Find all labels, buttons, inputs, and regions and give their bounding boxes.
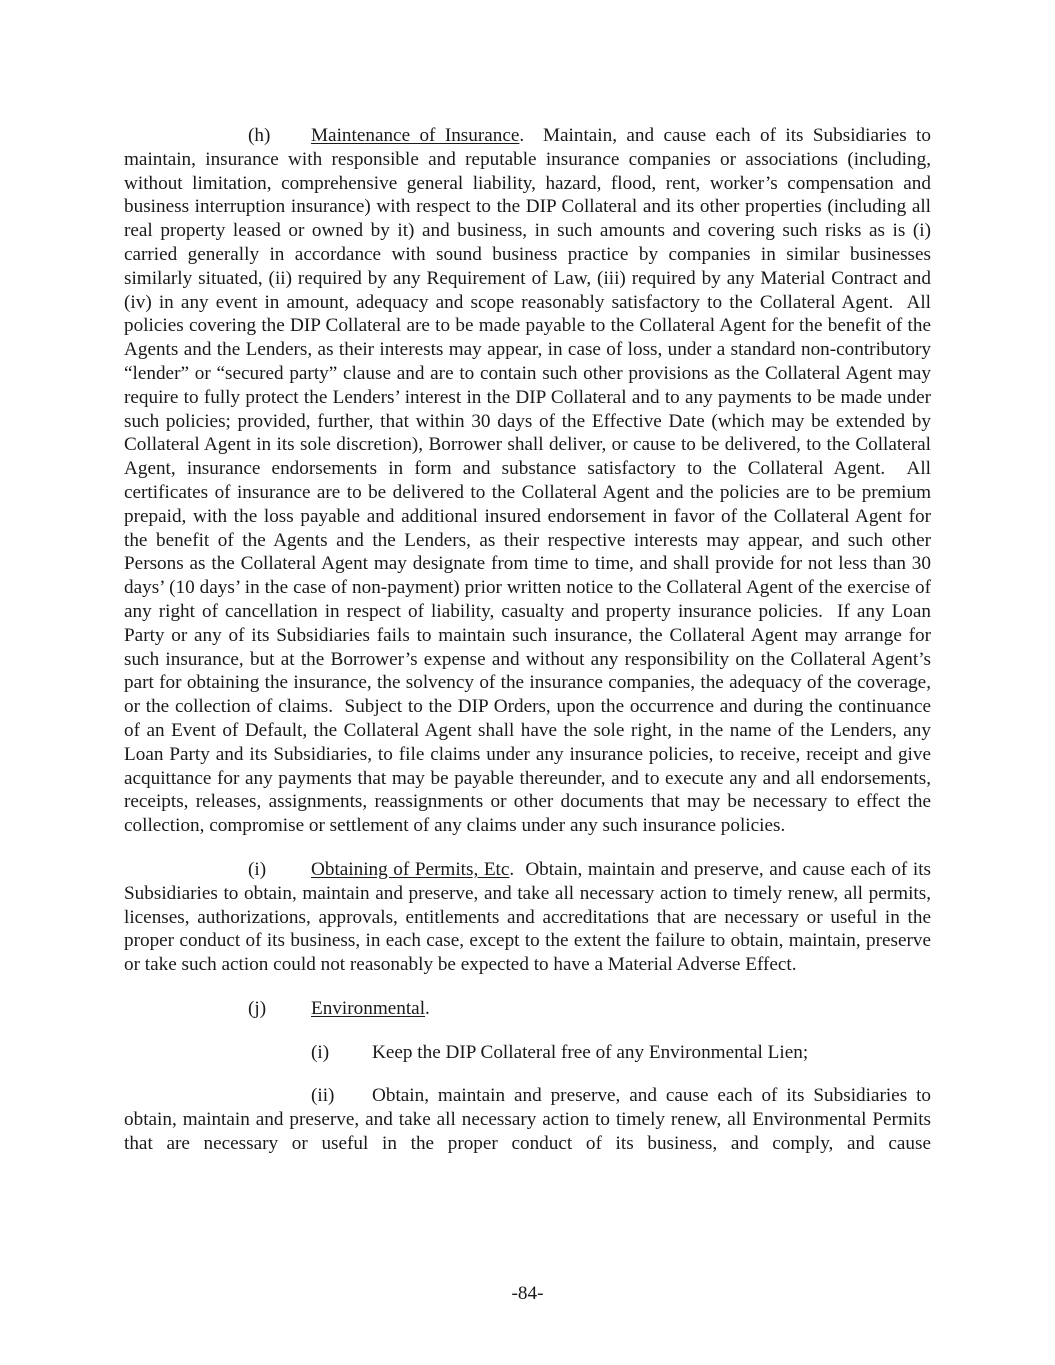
section-j-item-ii-number: (ii): [311, 1085, 335, 1107]
section-h-number: (h): [248, 125, 271, 146]
section-j-number: (j): [248, 997, 267, 1019]
page-number: -84-: [511, 1283, 544, 1304]
section-j-item-i-text: Keep the DIP Collateral free of any Environmental Lien;: [372, 1041, 809, 1063]
section-j-item-ii: [124, 1084, 931, 1155]
section-j-item-ii-text: Obtain, maintain and preserve, and cause each of its Subsidiaries to obtain, maintain and preserve, and take all necessary action to timely renew, all Environmental Permits that are necessary or useful in the proper conduct of its business, and comply, and cause: [124, 1085, 931, 1155]
section-h-body: Maintain, and cause each of its Subsidiaries to maintain, insurance with responsible and reputable insurance companies or associations (including, without limitation, comprehensive general liability, hazard, flood, rent, worker’s compensation and business interruption insurance) with respect to the DIP Collateral and its other properties (including all real property leased or owned by it) and business, in such amounts and covering such risks as is (i) carried generally in accordance with sound business practice by companies in similar businesses similarly situated, (ii) required by any Requirement of Law, (iii) required by any Material Contract and (iv) in any event in amount, adequacy and scope reasonably satisfactory to the Collateral Agent. All policies covering the DIP Collateral are to be made payable to the Collateral Agent for the benefit of the Agents and the Lenders, as their interests may appear, in case of loss, under a standard non-contributory “lender” or “secured party” clause and are to contain such other provisions as the Collateral Agent may require to fully protect the Lenders’ interest in the DIP Collateral and to any payments to be made under such policies; provided, further, that within 30 days of the Effective Date (which may be extended by Collateral Agent in its sole discretion), Borrower shall deliver, or cause to be delivered, to the Collateral Agent, insurance endorsements in form and substance satisfactory to the Collateral Agent. All certificates of insurance are to be delivered to the Collateral Agent and the policies are to be premium prepaid, with the loss payable and additional insured endorsement in favor of the Collateral Agent for the benefit of the Agents and the Lenders, as their respective interests may appear, and such other Persons as the Collateral Agent may designate from time to time, and shall provide for not less than 30 days’ (10 days’ in the case of non-payment) prior written notice to the Collateral Agent of the exercise of any right of cancellation in respect of liability, casualty and property insurance policies. If any Loan Party or any of its Subsidiaries fails to maintain such insurance, the Collateral Agent may arrange for such insurance, but at the Borrower’s expense and without any responsibility on the Collateral Agent’s part for obtaining the insurance, the solvency of the insurance companies, the adequacy of the coverage, or the collection of claims. Subject to the DIP Orders, upon the occurrence and during the continuance of an Event of Default, the Collateral Agent shall have the sole right, in the name of the Lenders, any Loan Party and its Subsidiaries, to file claims under any insurance policies, to receive, receipt and give acquittance for any payments that may be payable thereunder, and to execute any and all endorsements, receipts, releases, assignments, reassignments or other documents that may be necessary to effect the collection, compromise or settlement of any claims under any such insurance policies.: [124, 125, 936, 837]
document-page: [124, 124, 936, 1156]
section-j-heading-line: [124, 997, 931, 1021]
section-j-item-i: [124, 1041, 931, 1065]
section-i-paragraph: [124, 858, 936, 977]
section-h-heading-punct: .: [519, 125, 525, 146]
section-j-heading-punct: .: [425, 997, 430, 1019]
section-h-heading: Maintenance of Insurance: [311, 125, 520, 146]
section-i-heading-punct: .: [509, 858, 515, 880]
section-h-paragraph: [124, 124, 936, 838]
section-i-number: (i): [248, 858, 267, 880]
section-i-body: Obtain, maintain and preserve, and cause each of its Subsidiaries to obtain, maintain and preserve, and take all necessary action to timely renew, all permits, licenses, authorizations, approvals, entitlements and accreditations that are necessary or useful in the proper conduct of its business, in each case, except to the extent the failure to obtain, maintain, preserve or take such action could not reasonably be expected to have a Material Adverse Effect.: [124, 858, 936, 976]
section-j-heading: Environmental: [311, 997, 426, 1019]
section-i-heading: Obtaining of Permits, Etc: [311, 858, 510, 880]
section-j-item-i-number: (i): [311, 1041, 330, 1063]
